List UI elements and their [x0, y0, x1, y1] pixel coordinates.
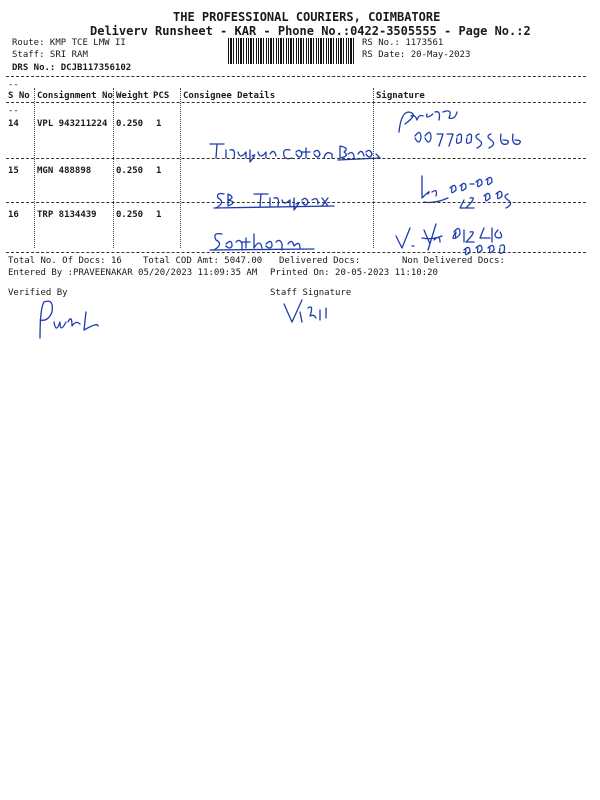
signature-handwriting [418, 172, 528, 214]
col-header-sno: S No [8, 91, 30, 101]
divider [6, 252, 586, 253]
column-separator [113, 88, 114, 248]
column-separator [34, 88, 35, 248]
row-sno: 14 [8, 119, 19, 129]
column-separator [373, 88, 374, 248]
row-consignment: MGN 488898 [37, 166, 92, 176]
staff-signature-label: Staff Signature [270, 288, 352, 298]
col-header-weight: Weight [116, 91, 149, 101]
divider [6, 76, 586, 77]
rs-date: RS Date: 20-May-2023 [362, 50, 471, 60]
col-header-signature: Signature [376, 91, 425, 101]
staff-label: Staff: SRI RAM [12, 50, 88, 60]
runsheet-subtitle: Deliverv Runsheet - KAR - Phone No.:0422-3505555 - Page No.:2 [90, 24, 531, 38]
col-header-consignee: Consignee Details [183, 91, 276, 101]
row-weight: 0.250 [116, 210, 144, 220]
row-consignment: VPL 943211224 [37, 119, 108, 129]
row-weight: 0.250 [116, 166, 144, 176]
drs-number: DRS No.: DCJB117356102 [12, 63, 132, 73]
dash-marker: -- [8, 80, 19, 90]
row-weight: 0.250 [116, 119, 144, 129]
consignee-handwriting [210, 230, 320, 252]
col-header-consignment: Consignment No [37, 91, 113, 101]
col-header-pcs: PCS [153, 91, 170, 101]
signature-handwriting [395, 104, 530, 154]
row-pcs: 1 [156, 119, 162, 129]
route-label: Route: KMP TCE LMW II [12, 38, 126, 48]
delivered-docs: Delivered Docs: [279, 256, 361, 266]
verified-by-label: Verified By [8, 288, 68, 298]
row-sno: 15 [8, 166, 19, 176]
barcode [228, 38, 356, 64]
divider [6, 102, 586, 103]
total-docs: Total No. Of Docs: 16 [8, 256, 122, 266]
column-separator [180, 88, 181, 248]
non-delivered-docs: Non Delivered Docs: [402, 256, 505, 266]
dash-marker: -- [8, 106, 19, 116]
divider [6, 158, 586, 159]
signature-handwriting [392, 210, 532, 256]
row-sno: 16 [8, 210, 19, 220]
consignee-handwriting [214, 190, 354, 210]
verified-by-signature [36, 298, 116, 348]
total-cod: Total COD Amt: 5047.00 [143, 256, 263, 266]
printed-on: Printed On: 20-05-2023 11:10:20 [270, 268, 438, 278]
row-pcs: 1 [156, 166, 162, 176]
divider [6, 202, 586, 203]
rs-number: RS No.: 1173561 [362, 38, 444, 48]
entered-by: Entered By :PRAVEENAKAR 05/20/2023 11:09:35 AM [8, 268, 258, 278]
row-pcs: 1 [156, 210, 162, 220]
row-consignment: TRP 8134439 [37, 210, 97, 220]
staff-signature [282, 298, 342, 328]
company-title: THE PROFESSIONAL COURIERS, COIMBATORE [173, 10, 441, 24]
